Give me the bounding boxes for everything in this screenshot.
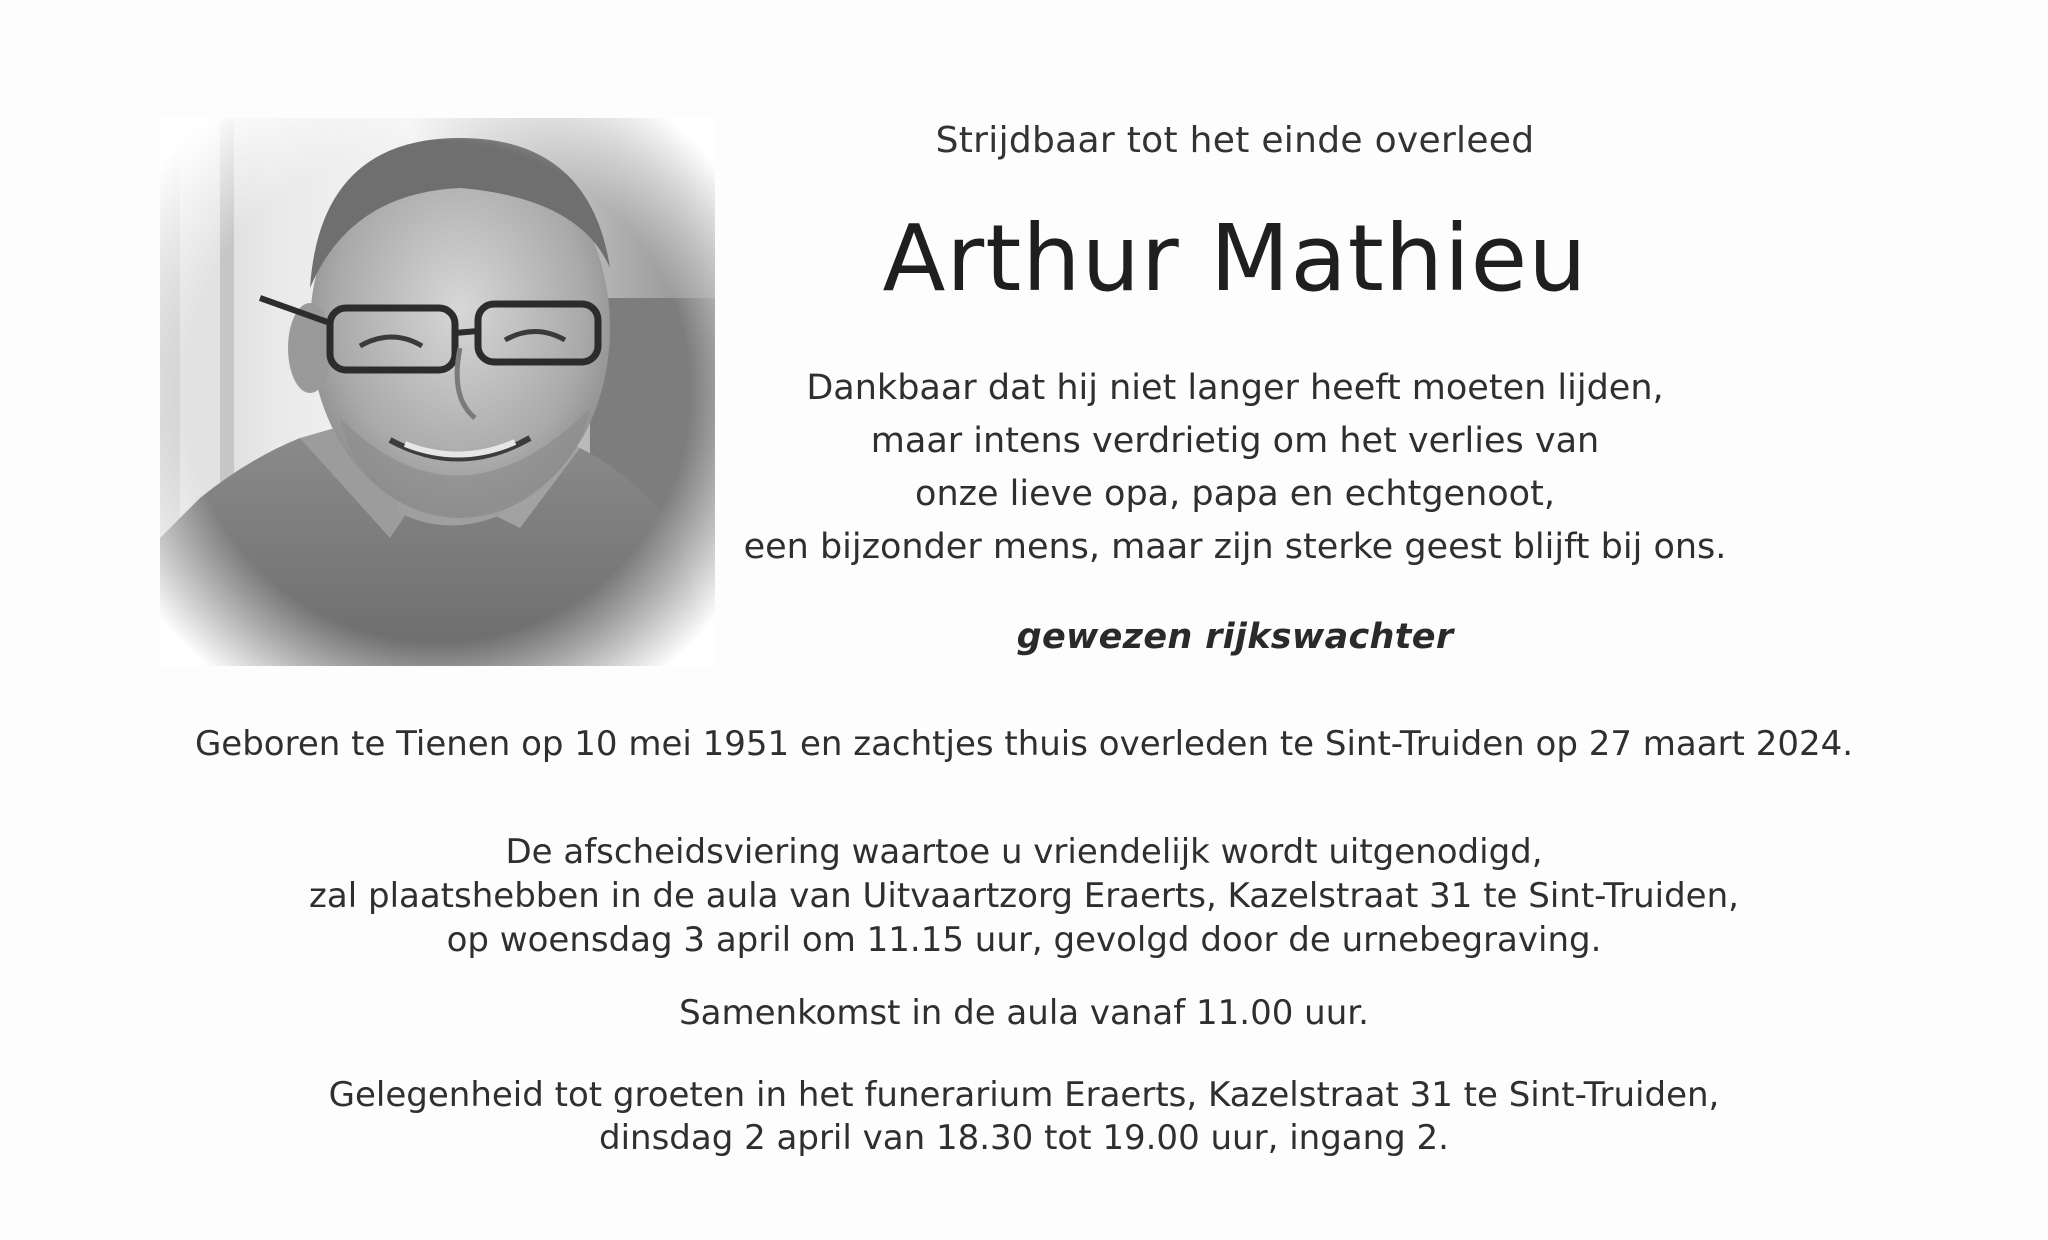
birth-death-text: Geboren te Tienen op 10 mei 1951 en zachtjes thuis overleden te Sint-Truiden op 27 maart 2024. xyxy=(194,724,1854,764)
gathering-text: Samenkomst in de aula vanaf 11.00 uur. xyxy=(679,993,1369,1033)
ceremony-line: op woensdag 3 april om 11.15 uur, gevolgd door de urnebegraving. xyxy=(446,920,1602,960)
tribute-text xyxy=(700,362,1770,574)
tribute-line: onze lieve opa, papa en echtgenoot, xyxy=(915,474,1555,514)
ceremony-line: zal plaatshebben in de aula van Uitvaartzorg Eraerts, Kazelstraat 31 te Sint-Truiden, xyxy=(309,876,1739,916)
portrait-photo xyxy=(160,118,715,666)
ceremony-text xyxy=(0,830,2048,962)
visitation-text xyxy=(0,1074,2048,1160)
visitation-line: dinsdag 2 april van 18.30 tot 19.00 uur, ingang 2. xyxy=(599,1118,1449,1158)
deceased-name: Arthur Mathieu xyxy=(882,205,1588,312)
tribute-line: Dankbaar dat hij niet langer heeft moeten lijden, xyxy=(806,368,1664,408)
tribute-line: een bijzonder mens, maar zijn sterke geest blijft bij ons. xyxy=(743,527,1727,567)
lead-in-text: Strijdbaar tot het einde overleed xyxy=(935,120,1535,161)
profession-text: gewezen rijkswachter xyxy=(1016,617,1454,657)
ceremony-line: De afscheidsviering waartoe u vriendelijk wordt uitgenodigd, xyxy=(505,832,1543,872)
tribute-line: maar intens verdrietig om het verlies van xyxy=(870,421,1600,461)
visitation-line: Gelegenheid tot groeten in het funerarium Eraerts, Kazelstraat 31 te Sint-Truiden, xyxy=(328,1075,1720,1115)
